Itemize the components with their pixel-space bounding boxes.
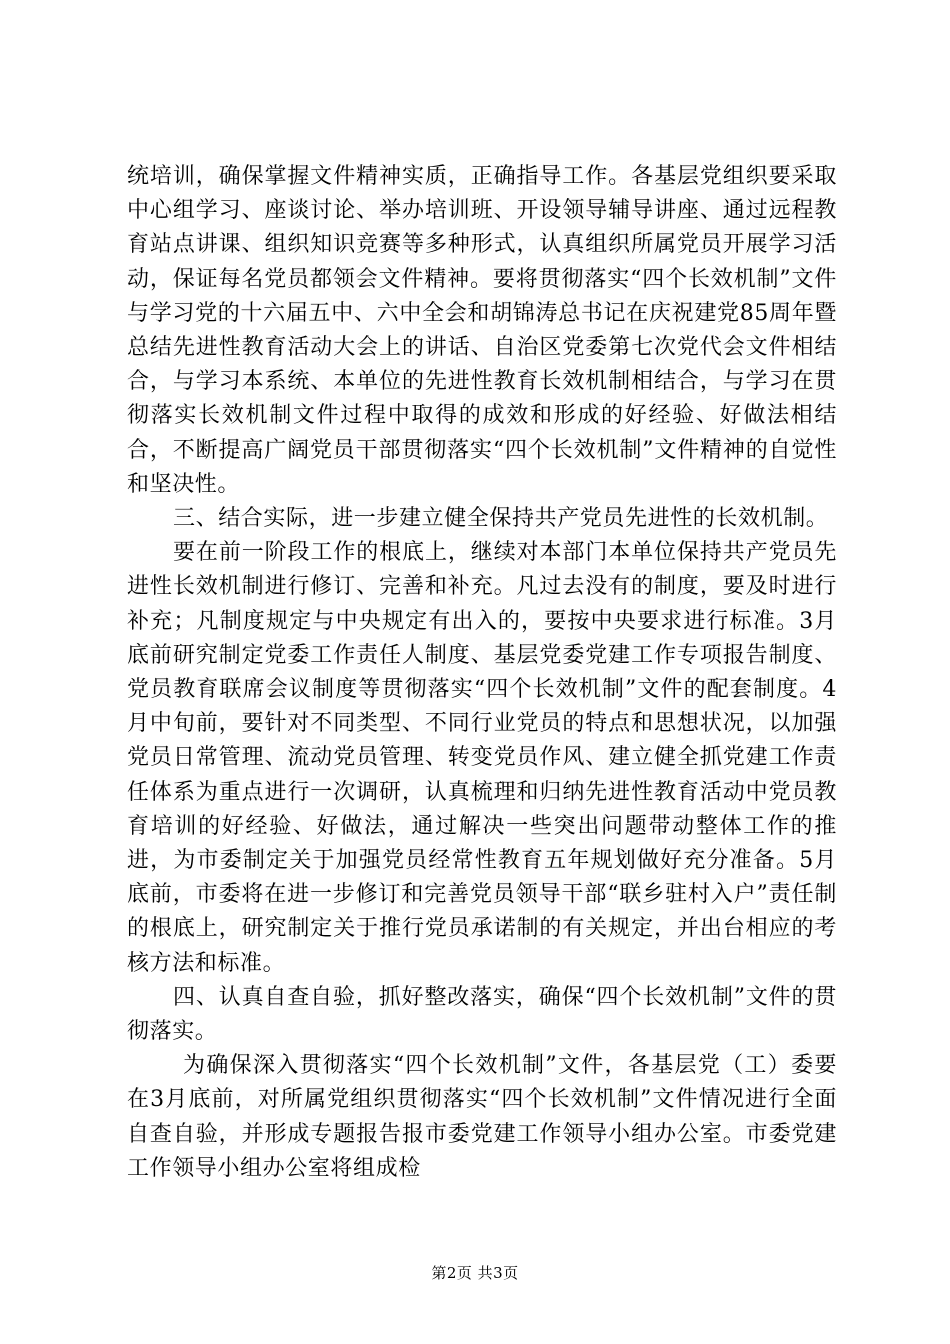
document-body: [127, 160, 837, 1186]
section-heading-three: 三、结合实际，进一步建立健全保持共产党员先进性的长效机制。: [173, 506, 829, 532]
page-number-footer: 第2页 共3页: [431, 1264, 519, 1282]
paragraph-mechanism-revision: 要在前一阶段工作的根底上，继续对本部门本单位保持共产党员先进性长效机制进行修订、完善和补充。凡过去没有的制度，要及时进行补充；凡制度规定与中央规定有出入的，要按中央要求进行标准。3月底前研究制定党委工作责任人制度、基层党委党建工作专项报告制度、党员教育联席会议制度等贯彻落实“四个长效机制”文件的配套制度。4月中旬前，要针对不同类型、不同行业党员的特点和思想状况，以加强党员日常管理、流动党员管理、转变党员作风、建立健全抓党建工作责任体系为重点进行一次调研，认真梳理和归纳先进性教育活动中党员教育培训的好经验、好做法，通过解决一些突出问题带动整体工作的推进，为市委制定关于加强党员经常性教育五年规划做好充分准备。5月底前，市委将在进一步修订和完善党员领导干部“联乡驻村入户”责任制的根底上，研究制定关于推行党员承诺制的有关规定，并出台相应的考核方法和标准。: [127, 540, 837, 976]
section-heading-four: 四、认真自查自验，抓好整改落实，确保“四个长效机制”文件的贯彻落实。: [127, 984, 837, 1045]
paragraph-study-activities: 统培训，确保掌握文件精神实质，正确指导工作。各基层党组织要采取中心组学习、座谈讨论、举办培训班、开设领导辅导讲座、通过远程教育站点讲课、组织知识竞赛等多种形式，认真组织所属党员开展学习活动，保证每名党员都领会文件精神。要将贯彻落实“四个长效机制”文件与学习党的十六届五中、六中全会和胡锦涛总书记在庆祝建党85周年暨总结先进性教育活动大会上的讲话、自治区党委第七次党代会文件相结合，与学习本系统、本单位的先进性教育长效机制相结合，与学习在贯彻落实长效机制文件过程中取得的成效和形成的好经验、好做法相结合，不断提高广阔党员干部贯彻落实“四个长效机制”文件精神的自觉性和坚决性。: [127, 164, 837, 497]
paragraph-self-inspection: 为确保深入贯彻落实“四个长效机制”文件，各基层党（工）委要在3月底前，对所属党组织贯彻落实“四个长效机制”文件情况进行全面自查自验，并形成专题报告报市委党建工作领导小组办公室。市委党建工作领导小组办公室将组成检: [127, 1053, 837, 1181]
